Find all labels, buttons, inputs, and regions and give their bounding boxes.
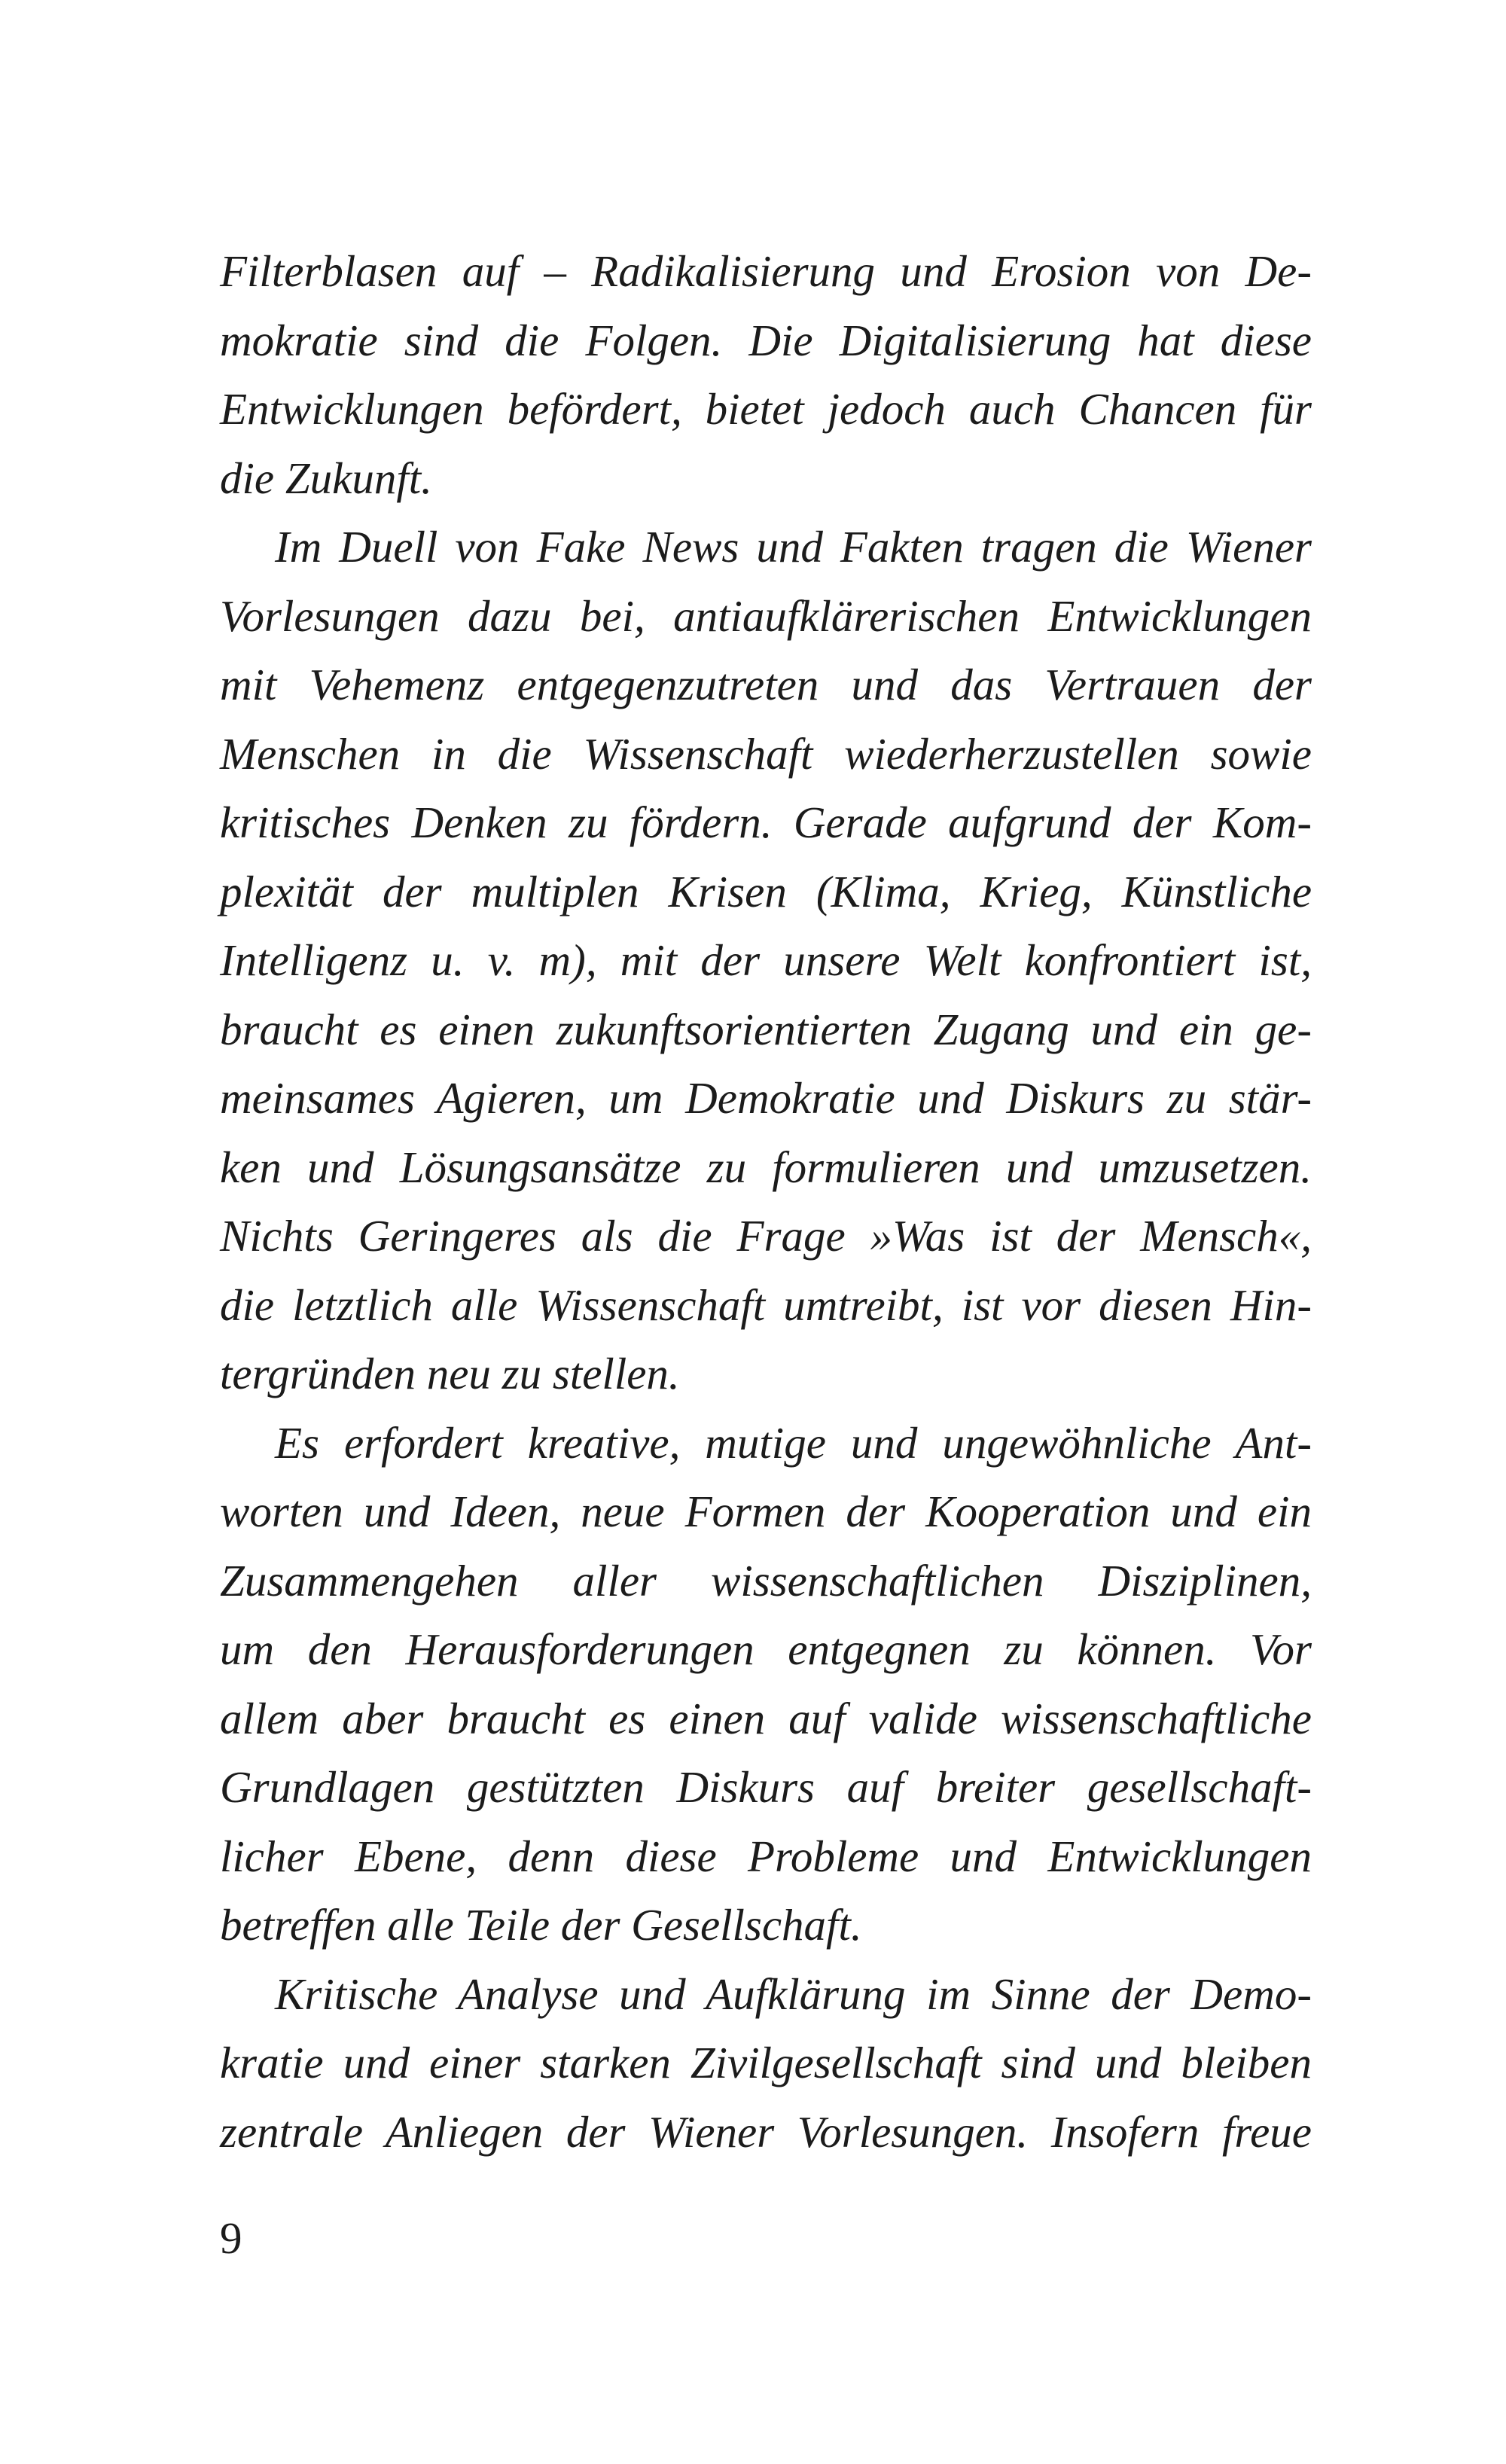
text-line: Zusammengehen aller wissenschaftlichen Disziplinen, bbox=[220, 1555, 1312, 1606]
text-line: meinsames Agieren, um Demokratie und Diskurs zu stär- bbox=[220, 1073, 1312, 1123]
text-line: ken und Lösungsansätze zu formulieren und umzusetzen. bbox=[220, 1142, 1312, 1192]
paragraph bbox=[220, 513, 1312, 1409]
text-line: licher Ebene, denn diese Probleme und Entwicklungen bbox=[220, 1831, 1312, 1881]
text-line: Im Duell von Fake News und Fakten tragen die Wiener bbox=[275, 522, 1312, 572]
text-line: Menschen in die Wissenschaft wiederherzustellen sowie bbox=[220, 728, 1312, 779]
text-line: zentrale Anliegen der Wiener Vorlesungen. Insofern freue bbox=[220, 2106, 1312, 2157]
text-line: die Zukunft. bbox=[220, 453, 432, 503]
text-line: braucht es einen zukunftsorientierten Zugang und ein ge- bbox=[220, 1004, 1312, 1054]
text-line: plexität der multiplen Krisen (Klima, Krieg, Künstliche bbox=[220, 866, 1312, 916]
text-line: mit Vehemenz entgegenzutreten und das Vertrauen der bbox=[220, 660, 1312, 709]
text-line: kritisches Denken zu fördern. Gerade aufgrund der Kom- bbox=[220, 797, 1312, 847]
text-line: mokratie sind die Folgen. Die Digitalisierung hat diese bbox=[220, 315, 1312, 365]
text-line: tergründen neu zu stellen. bbox=[220, 1349, 680, 1398]
text-line: Filterblasen auf – Radikalisierung und Erosion von De- bbox=[220, 246, 1312, 296]
text-line: worten und Ideen, neue Formen der Kooperation und ein bbox=[220, 1487, 1312, 1536]
text-line: allem aber braucht es einen auf valide wissenschaftliche bbox=[220, 1693, 1312, 1743]
text-line: die letztlich alle Wissenschaft umtreibt, ist vor diesen Hin- bbox=[220, 1279, 1312, 1330]
paragraph bbox=[220, 1409, 1312, 1960]
text-line: Vorlesungen dazu bei, antiaufklärerischen Entwicklungen bbox=[220, 590, 1312, 641]
text-line: Grundlagen gestützten Diskurs auf breiter gesellschaft- bbox=[220, 1762, 1312, 1812]
paragraph bbox=[220, 237, 1312, 513]
page-number: 9 bbox=[220, 2213, 242, 2263]
text-line: Nichts Geringeres als die Frage »Was ist der Mensch«, bbox=[220, 1211, 1312, 1261]
paragraph bbox=[220, 1960, 1312, 2167]
text-line: Kritische Analyse und Aufklärung im Sinne der Demo- bbox=[275, 1968, 1312, 2019]
text-line: kratie und einer starken Zivilgesellschaft sind und bleiben bbox=[220, 2038, 1312, 2087]
text-line: um den Herausforderungen entgegnen zu können. Vor bbox=[220, 1624, 1312, 1674]
text-line: Es erfordert kreative, mutige und ungewöhnliche Ant- bbox=[275, 1417, 1312, 1468]
text-line: Entwicklungen befördert, bietet jedoch auch Chancen für bbox=[220, 384, 1312, 434]
text-line: betreffen alle Teile der Gesellschaft. bbox=[220, 1900, 862, 1950]
text-line: Intelligenz u. v. m), mit der unsere Welt konfrontiert ist, bbox=[220, 935, 1312, 985]
page-body bbox=[220, 237, 1312, 2167]
